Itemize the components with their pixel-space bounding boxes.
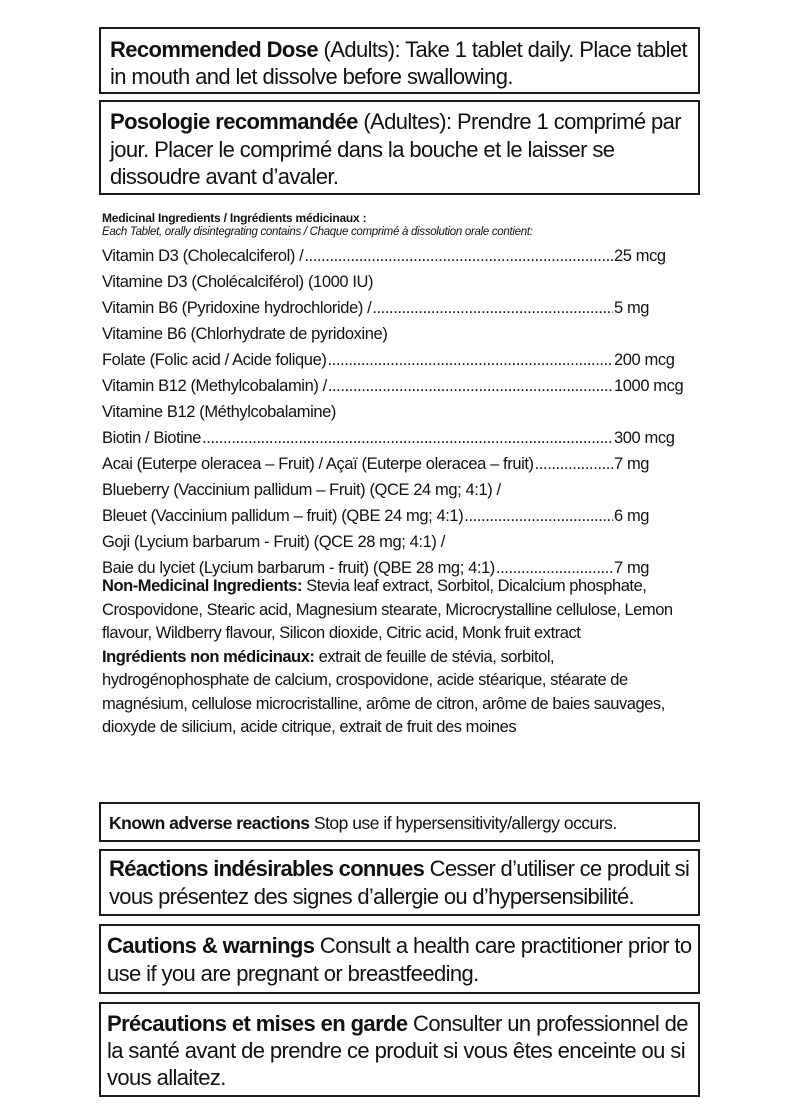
- ingredient-name: Blueberry (Vaccinium pallidum – Fruit) (QCE 24 mg; 4:1) /: [102, 481, 501, 499]
- ingredient-name: Vitamin B12 (Methylcobalamin) /: [102, 377, 327, 395]
- recommended-dose-en-body: (Adults): Take 1 tablet daily. Place tablet in mouth and let dissolve before swallowing.: [110, 37, 688, 89]
- cautions-warnings-en-text: [107, 932, 695, 988]
- ingredient-name-fr: Bleuet (Vaccinium pallidum – fruit) (QBE 24 mg; 4:1): [102, 507, 464, 525]
- ingredient-name-fr: Vitamine B6 (Chlorhydrate de pyridoxine): [102, 325, 388, 343]
- ingredient-amount: 5 mg: [614, 299, 650, 317]
- adverse-reactions-en-text: [109, 812, 617, 834]
- ingredient-amount: 300 mcg: [614, 429, 675, 447]
- medicinal-ingredients-header: Medicinal Ingredients / Ingrédients médicinaux :: [102, 211, 367, 225]
- ingredient-amount: 25 mcg: [614, 247, 666, 265]
- ingredient-row-cont: [102, 269, 700, 295]
- ingredients-section: [102, 211, 700, 740]
- adverse-reactions-fr-body: Cesser d’utiliser ce produit si vous présentez des signes d’allergie ou d’hypersensibilité.: [109, 856, 690, 909]
- ingredient-row: [102, 529, 700, 555]
- cautions-warnings-fr-label: Précautions et mises en garde: [107, 1011, 408, 1036]
- medicinal-ingredients-subheader: Each Tablet, orally disintegrating contains / Chaque comprimé à dissolution orale contient:: [102, 226, 533, 238]
- recommended-dose-en-label: Recommended Dose: [110, 37, 319, 62]
- ingredient-name-fr: Vitamine B12 (Méthylcobalamine): [102, 403, 336, 421]
- recommended-dose-fr-label: Posologie recommandée: [110, 109, 358, 134]
- non-medicinal-ingredients-fr: [102, 646, 700, 740]
- recommended-dose-en-box: [99, 27, 700, 94]
- cautions-warnings-en-body: Consult a health care practitioner prior to use if you are pregnant or breastfeeding.: [107, 933, 692, 986]
- recommended-dose-en-text: [110, 36, 695, 90]
- cautions-warnings-fr-body: Consulter un professionnel de la santé avant de prendre ce produit si vous êtes enceinte ou si vous allaitez.: [107, 1011, 688, 1090]
- ingredient-row: [102, 425, 700, 451]
- cautions-warnings-en-box: [99, 924, 700, 994]
- non-medicinal-en-label: Non-Medicinal Ingredients:: [102, 577, 303, 595]
- ingredient-name: Biotin / Biotine: [102, 429, 202, 447]
- recommended-dose-fr-box: [99, 100, 700, 195]
- ingredient-row: [102, 451, 700, 477]
- ingredient-name-fr: Baie du lyciet (Lycium barbarum - fruit) (QBE 28 mg; 4:1): [102, 559, 495, 577]
- ingredient-amount: 200 mcg: [614, 351, 675, 369]
- cautions-warnings-fr-box: [99, 1002, 700, 1097]
- ingredient-name: Vitamin B6 (Pyridoxine hydrochloride) /: [102, 299, 372, 317]
- ingredient-row: [102, 373, 700, 399]
- non-medicinal-fr-label: Ingrédients non médicinaux:: [102, 647, 315, 666]
- ingredient-name: Folate (Folic acid / Acide folique): [102, 351, 327, 369]
- adverse-reactions-fr-label: Réactions indésirables connues: [109, 856, 425, 881]
- recommended-dose-fr-body: (Adultes): Prendre 1 comprimé par jour. Placer le comprimé dans la bouche et le laisser se dissoudre avant d’avaler.: [110, 109, 681, 189]
- adverse-reactions-en-box: [99, 802, 700, 842]
- ingredient-name-fr: Vitamine D3 (Cholécalciférol) (1000 IU): [102, 273, 374, 291]
- adverse-reactions-en-label: Known adverse reactions: [109, 813, 310, 833]
- ingredient-row-cont: [102, 555, 700, 581]
- ingredient-row-cont: [102, 399, 700, 425]
- ingredient-row: [102, 477, 700, 503]
- ingredient-row: [102, 243, 700, 269]
- ingredient-row-cont: [102, 503, 700, 529]
- adverse-reactions-fr-text: [109, 855, 697, 911]
- cautions-warnings-en-label: Cautions & warnings: [107, 933, 315, 958]
- non-medicinal-en-body: Stevia leaf extract, Sorbitol, Dicalcium phosphate, Crospovidone, Stearic acid, Magnesium stearate, Microcrystalline cellulose, Lemon flavour, Wildberry flavour, Silicon dioxide, Citric acid, Monk fruit extract: [102, 577, 673, 642]
- ingredient-row-cont: [102, 321, 700, 347]
- non-medicinal-fr-body: extrait de feuille de stévia, sorbitol, hydrogénophosphate de calcium, crospovidone, acide stéarique, stéarate de magnésium, cellulose microcristalline, arôme de citron, arôme de baies sauvages, dioxyde de silicium, acide citrique, extrait de fruit des moines: [102, 647, 665, 736]
- adverse-reactions-en-body: Stop use if hypersensitivity/allergy occurs.: [309, 813, 617, 833]
- ingredient-amount: 6 mg: [614, 507, 650, 525]
- ingredient-amount: 7 mg: [614, 559, 650, 577]
- ingredient-row: [102, 295, 700, 321]
- recommended-dose-fr-text: [110, 108, 695, 191]
- non-medicinal-ingredients-en: [102, 575, 700, 646]
- cautions-warnings-fr-text: [107, 1010, 695, 1091]
- adverse-reactions-fr-box: [99, 849, 700, 916]
- ingredient-amount: 1000 mcg: [614, 377, 684, 395]
- ingredient-name: Goji (Lycium barbarum - Fruit) (QCE 28 mg; 4:1) /: [102, 533, 445, 551]
- ingredient-name: Acai (Euterpe oleracea – Fruit) / Açaï (Euterpe oleracea – fruit): [102, 455, 534, 473]
- ingredient-row: [102, 347, 700, 373]
- ingredient-name: Vitamin D3 (Cholecalciferol) /: [102, 247, 304, 265]
- ingredient-amount: 7 mg: [614, 455, 650, 473]
